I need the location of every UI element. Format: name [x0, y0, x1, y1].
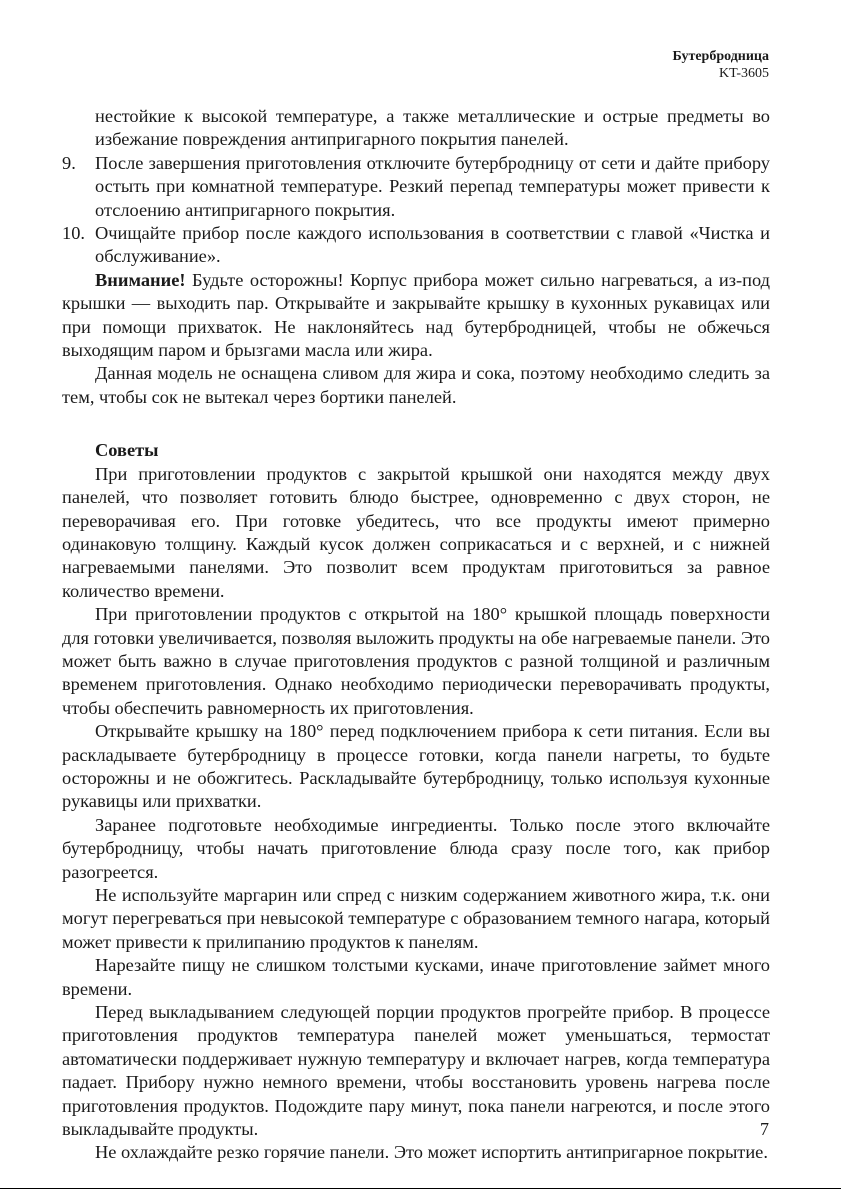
tips-paragraph: При приготовлении продуктов с закрытой крышкой они находятся между двух панелей, что позволяет готовить блюдо быстрее, одновременно с двух сторон, не переворачивая его. При готовке убедитесь, что все продукты имеют примерно одинаковую толщину. Каждый кусок должен соприкасаться и с верхней, и с нижней нагреваемыми панелями. Это позволит всем продуктам приготовиться за равное количество времени.	[62, 463, 770, 601]
intro-continuation: нестойкие к высокой температуре, а также металлические и острые предметы во избежание повреждения антипригарного покрытия панелей.	[95, 106, 770, 150]
list-item-number: 9.	[62, 152, 76, 173]
list-item	[62, 152, 770, 222]
tips-paragraph: Не охлаждайте резко горячие панели. Это может испортить антипригарное покрытие.	[95, 1142, 768, 1163]
list-item-text: После завершения приготовления отключите бутербродницу от сети и дайте прибору остыть при комнатной температуре. Резкий перепад температуры может привести к отслоению антипригарного покрытия.	[95, 152, 770, 220]
tips-paragraph: Открывайте крышку на 180° перед подключением прибора к сети питания. Если вы раскладываете бутербродницу в процессе готовки, когда панели нагреты, то будьте осторожны и не обожгитесь. Раскладывайте бутербродницу, только используя кухонные рукавицы или прихватки.	[62, 721, 770, 812]
page-header	[673, 48, 769, 82]
warning-label: Внимание!	[95, 269, 186, 290]
page-number: 7	[760, 1119, 769, 1139]
product-model: KT-3605	[718, 66, 769, 81]
tips-paragraph: Перед выкладыванием следующей порции продуктов прогрейте прибор. В процессе приготовления продуктов температура панелей может уменьшаться, термостат автоматически поддерживает нужную температуру и включает нагрев, когда температура падает. Прибору нужно немного времени, чтобы восстановить уровень нагрева после приготовления продуктов. Подождите пару минут, пока панели нагреются, и после этого выкладывайте продукты.	[62, 1002, 770, 1140]
page-content	[62, 105, 770, 1165]
warning-text: Будьте осторожны! Корпус прибора может сильно нагреваться, а из-под крышки — выходить пар. Открывайте и закрывайте крышку в кухонных рукавицах или при помощи прихваток. Не наклоняйтесь над бутербродницей, чтобы не обжечься выходящим паром и брызгами масла или жира.	[62, 269, 770, 361]
bottom-divider	[0, 1188, 841, 1189]
section-title: Советы	[95, 440, 159, 461]
warning-paragraph	[62, 269, 770, 363]
tips-paragraph: Нарезайте пищу не слишком толстыми кусками, иначе приготовление займет много времени.	[62, 955, 770, 999]
tips-paragraph: Не используйте маргарин или спред с низким содержанием животного жира, т.к. они могут перегреваться при невысокой температуре с образованием темного нагара, который может привести к прилипанию продуктов к панелям.	[62, 885, 770, 952]
list-item-number: 10.	[62, 223, 85, 244]
list-item-text: Очищайте прибор после каждого использования в соответствии с главой «Чистка и обслуживание».	[95, 223, 770, 267]
tips-paragraph: При приготовлении продуктов с открытой на 180° крышкой площадь поверхности для готовки увеличивается, позволяя выложить продукты на обе нагреваемые панели. Это может быть важно в случае приготовления продуктов с разной толщиной и различным временем приготовления. Однако необходимо периодически переворачивать продукты, чтобы обеспечить равномерность их приготовления.	[62, 604, 770, 718]
tips-paragraph: Заранее подготовьте необходимые ингредиенты. Только после этого включайте бутербродницу, чтобы начать приготовление блюда сразу после того, как прибор разогреется.	[62, 814, 770, 882]
note-paragraph: Данная модель не оснащена сливом для жира и сока, поэтому необходимо следить за тем, чтобы сок не вытекал через бортики панелей.	[62, 363, 770, 407]
list-item	[62, 222, 770, 269]
product-title: Бутербродница	[672, 49, 769, 64]
